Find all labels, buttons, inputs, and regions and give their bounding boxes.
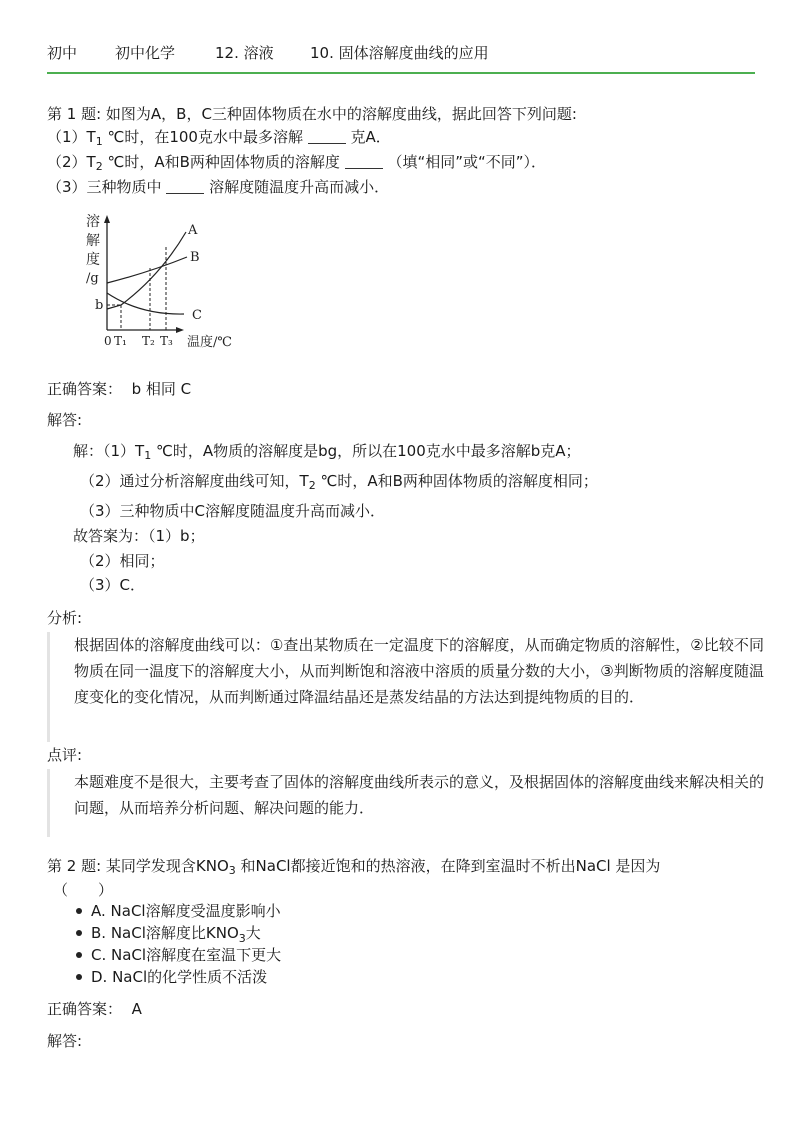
q1-comment-text: 本题难度不是很大，主要考查了固体的溶解度曲线所表示的意义，及根据固体的溶解度曲线来解决相关的问题，从而培养分析问题、解决问题的能力． xyxy=(74,773,765,817)
b-tick-label: b xyxy=(95,298,104,313)
q1-solution-line-1: 解：$(1)T_1$ ℃时，A物质的溶解度是bg，所以在100克水中最多溶解b克A； xyxy=(73,442,581,462)
breadcrumb-level[interactable]: 初中 xyxy=(47,44,78,62)
y-axis-label-4: /g xyxy=(86,271,99,286)
q1-title: 第 1 题: 如图为A，B，C三种固体物质在水中的溶解度曲线，据此回答下列问题: xyxy=(47,105,577,123)
answer-blank xyxy=(345,154,383,169)
q1-solution-line-4: 故答案为：（1）b； xyxy=(73,527,205,545)
y-axis-label-2: 解 xyxy=(86,233,100,249)
q1-answer: 正确答案： b 相同 C xyxy=(47,380,192,398)
option-d[interactable]: D. NaCl的化学性质不活泼 xyxy=(76,966,281,988)
curve-c-label: C xyxy=(192,308,202,323)
q1-sub1: $(1)T_1$ ℃时，在100克水中最多溶解 克A． xyxy=(47,128,391,148)
solubility-curve-figure xyxy=(80,210,250,350)
q2-solution-label: 解答: xyxy=(47,1032,83,1050)
curve-b-label: B xyxy=(190,250,200,265)
option-c[interactable]: C. NaCl溶解度在室温下更大 xyxy=(76,944,281,966)
t2-label: T₂ xyxy=(142,334,155,348)
answer-blank xyxy=(166,179,204,194)
q1-solution-label: 解答: xyxy=(47,411,83,429)
q2-options xyxy=(76,900,281,988)
y-axis-label-3: 度 xyxy=(86,252,100,268)
curve-c xyxy=(107,293,184,314)
q1-solution-line-6: （3）C． xyxy=(80,576,146,594)
q1-solution-line-2: （2）通过分析溶解度曲线可知，$T_2$ ℃时，A和B两种固体物质的溶解度相同； xyxy=(80,472,598,492)
y-axis-label-1: 溶 xyxy=(86,214,100,230)
curve-b xyxy=(107,257,187,283)
q2-answer: 正确答案： A xyxy=(47,1000,142,1018)
q2-title: 第 2 题: 某同学发现含$KNO_3$ 和NaCl都接近饱和的热溶液，在降到室温时不析出NaCl 是因为 xyxy=(47,857,661,877)
q1-sub2: $(2)T_2$ ℃时，A和B两种固体物质的溶解度 （填“相同”或“不同”）． xyxy=(47,153,547,173)
curve-a-label: A xyxy=(188,223,198,238)
q1-sub3: （3）三种物质中 溶解度随温度升高而减小． xyxy=(47,178,390,196)
q1-answer-value: b 相同 C xyxy=(131,380,192,398)
breadcrumb-section[interactable]: 10. 固体溶解度曲线的应用 xyxy=(310,44,489,62)
q1-solution-line-5: （2）相同； xyxy=(80,552,165,570)
t1-label: T₁ xyxy=(114,334,127,348)
q1-comment-label: 点评: xyxy=(47,746,83,764)
q1-analysis-text: 根据固体的溶解度曲线可以：①查出某物质在一定温度下的溶解度，从而确定物质的溶解性，②比较不同物质在同一温度下的溶解度大小，从而判断饱和溶液中溶质的质量分数的大小，③判断物质的溶解度随温度变化的变化情况，从而判断通过降温结晶还是蒸发结晶的方法达到提纯物质的目的． xyxy=(74,636,764,706)
answer-blank xyxy=(308,129,346,144)
t3-label: T₃ xyxy=(160,334,173,348)
q2-paren: （ ） xyxy=(53,881,114,899)
breadcrumb-chapter[interactable]: 12. 溶液 xyxy=(215,44,274,62)
curve-a xyxy=(107,232,186,309)
breadcrumb-subject[interactable]: 初中化学 xyxy=(115,44,176,62)
y-axis-arrow xyxy=(104,215,110,223)
x-axis-arrow xyxy=(176,327,184,333)
option-a[interactable]: A. NaCl溶解度受温度影响小 xyxy=(76,900,281,922)
q1-comment-panel xyxy=(47,769,764,837)
option-b[interactable]: B. NaCl溶解度比$KNO_3$大 xyxy=(76,922,281,944)
x-axis-label: 温度/℃ xyxy=(187,335,232,350)
q1-solution-line-3: （3）三种物质中C溶解度随温度升高而减小． xyxy=(80,502,386,520)
breadcrumb xyxy=(47,38,755,74)
origin-label: 0 xyxy=(104,334,112,348)
q2-answer-value: A xyxy=(131,1000,142,1018)
q1-analysis-label: 分析: xyxy=(47,609,83,627)
q1-analysis-panel xyxy=(47,632,764,742)
